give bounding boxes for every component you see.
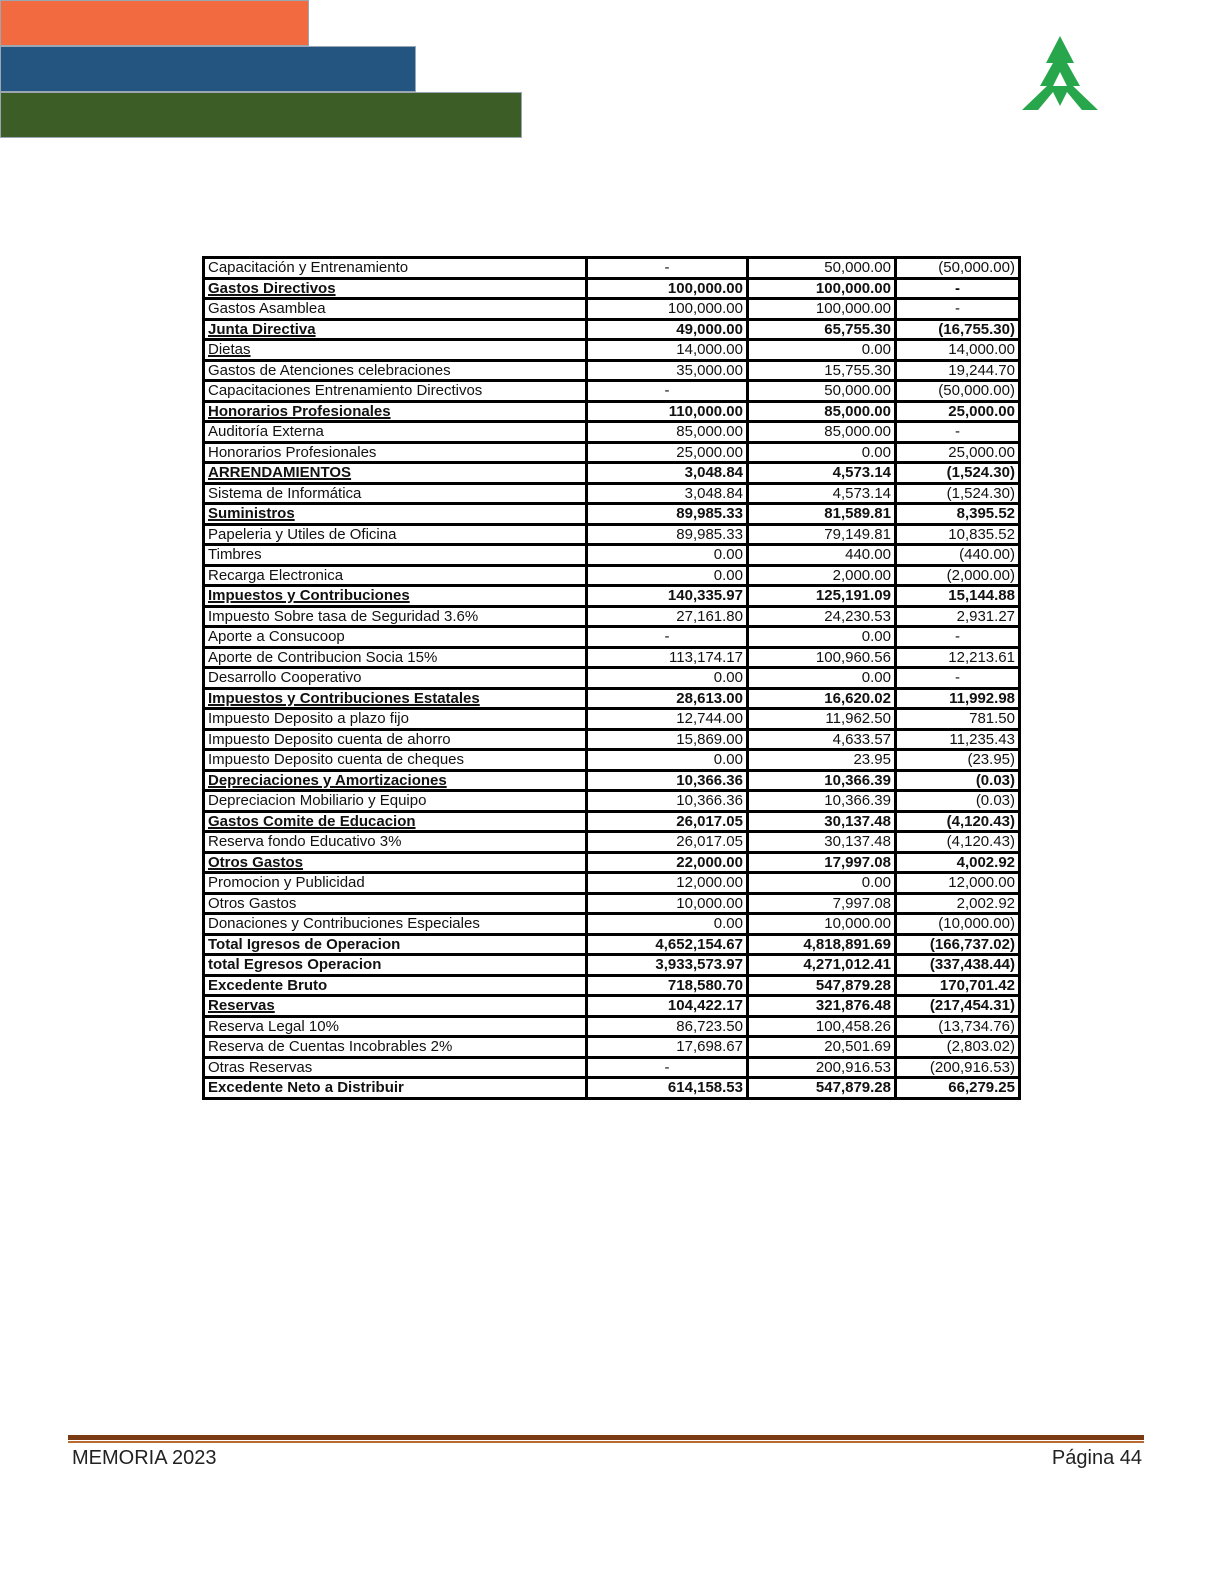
table-row <box>204 647 1020 668</box>
row-label: Otros Gastos <box>204 852 587 873</box>
table-row <box>204 893 1020 914</box>
table-row <box>204 401 1020 422</box>
row-value-col3: 25,000.00 <box>896 401 1020 422</box>
table-row <box>204 1037 1020 1058</box>
row-value-col2: 7,997.08 <box>748 893 896 914</box>
table-row <box>204 688 1020 709</box>
row-value-col1: 22,000.00 <box>587 852 748 873</box>
row-label: Auditoría Externa <box>204 422 587 443</box>
row-label: Excedente Bruto <box>204 975 587 996</box>
row-value-col1: 0.00 <box>587 668 748 689</box>
table-row <box>204 463 1020 484</box>
table-row <box>204 565 1020 586</box>
header-band-orange <box>0 0 309 46</box>
row-value-col2: 15,755.30 <box>748 360 896 381</box>
row-value-col1: 25,000.00 <box>587 442 748 463</box>
row-value-col3: 19,244.70 <box>896 360 1020 381</box>
row-value-col1: 0.00 <box>587 750 748 771</box>
row-value-col2: 4,818,891.69 <box>748 934 896 955</box>
row-value-col1: 0.00 <box>587 565 748 586</box>
row-value-col1: 14,000.00 <box>587 340 748 361</box>
row-label: Gastos Directivos <box>204 278 587 299</box>
row-label: Timbres <box>204 545 587 566</box>
row-value-col2: 17,997.08 <box>748 852 896 873</box>
row-label: Donaciones y Contribuciones Especiales <box>204 914 587 935</box>
table-row <box>204 586 1020 607</box>
row-label: Junta Directiva <box>204 319 587 340</box>
row-value-col1: - <box>587 1057 748 1078</box>
row-value-col3: - <box>896 668 1020 689</box>
row-label: Impuestos y Contribuciones Estatales <box>204 688 587 709</box>
row-value-col2: 100,458.26 <box>748 1016 896 1037</box>
row-value-col1: 17,698.67 <box>587 1037 748 1058</box>
row-label: Capacitaciones Entrenamiento Directivos <box>204 381 587 402</box>
row-label: Capacitación y Entrenamiento <box>204 258 587 279</box>
row-label: Impuestos y Contribuciones <box>204 586 587 607</box>
row-value-col1: 113,174.17 <box>587 647 748 668</box>
row-value-col3: 14,000.00 <box>896 340 1020 361</box>
row-value-col1: 49,000.00 <box>587 319 748 340</box>
row-value-col2: 81,589.81 <box>748 504 896 525</box>
table-row <box>204 606 1020 627</box>
row-value-col2: 321,876.48 <box>748 996 896 1017</box>
row-value-col1: 718,580.70 <box>587 975 748 996</box>
row-value-col3: - <box>896 299 1020 320</box>
table-row <box>204 422 1020 443</box>
footer-title: MEMORIA 2023 <box>72 1447 217 1469</box>
row-label: Aporte de Contribucion Socia 15% <box>204 647 587 668</box>
row-value-col1: 100,000.00 <box>587 278 748 299</box>
row-value-col1: 0.00 <box>587 914 748 935</box>
row-value-col2: 23.95 <box>748 750 896 771</box>
row-value-col2: 10,366.39 <box>748 791 896 812</box>
row-value-col2: 547,879.28 <box>748 1078 896 1099</box>
row-label: Honorarios Profesionales <box>204 401 587 422</box>
row-value-col3: (2,000.00) <box>896 565 1020 586</box>
row-value-col3: (440.00) <box>896 545 1020 566</box>
table-row <box>204 750 1020 771</box>
row-value-col1: 26,017.05 <box>587 832 748 853</box>
row-value-col3: 12,000.00 <box>896 873 1020 894</box>
row-label: Aporte a Consucoop <box>204 627 587 648</box>
row-value-col3: (0.03) <box>896 770 1020 791</box>
row-value-col1: 100,000.00 <box>587 299 748 320</box>
row-label: Dietas <box>204 340 587 361</box>
table-row <box>204 934 1020 955</box>
row-value-col1: 10,366.36 <box>587 791 748 812</box>
table-row <box>204 627 1020 648</box>
row-value-col3: 11,992.98 <box>896 688 1020 709</box>
row-value-col2: 30,137.48 <box>748 811 896 832</box>
row-value-col2: 0.00 <box>748 627 896 648</box>
row-value-col2: 0.00 <box>748 340 896 361</box>
row-value-col1: 12,000.00 <box>587 873 748 894</box>
row-value-col3: (10,000.00) <box>896 914 1020 935</box>
row-value-col3: 4,002.92 <box>896 852 1020 873</box>
row-value-col2: 16,620.02 <box>748 688 896 709</box>
table-row <box>204 524 1020 545</box>
table-row <box>204 381 1020 402</box>
header-band-blue <box>0 46 416 92</box>
row-value-col3: (1,524.30) <box>896 483 1020 504</box>
row-value-col3: - <box>896 278 1020 299</box>
footer-rule-thin <box>68 1441 1144 1443</box>
table-row <box>204 504 1020 525</box>
row-value-col1: 10,366.36 <box>587 770 748 791</box>
row-value-col2: 200,916.53 <box>748 1057 896 1078</box>
table-row <box>204 319 1020 340</box>
table-row <box>204 278 1020 299</box>
row-value-col3: - <box>896 422 1020 443</box>
table-row <box>204 1078 1020 1099</box>
row-value-col2: 50,000.00 <box>748 381 896 402</box>
row-value-col3: 15,144.88 <box>896 586 1020 607</box>
row-value-col1: 12,744.00 <box>587 709 748 730</box>
row-value-col2: 0.00 <box>748 873 896 894</box>
row-value-col3: (4,120.43) <box>896 811 1020 832</box>
row-value-col3: 2,002.92 <box>896 893 1020 914</box>
table-row <box>204 545 1020 566</box>
row-value-col1: 89,985.33 <box>587 504 748 525</box>
row-value-col2: 24,230.53 <box>748 606 896 627</box>
row-value-col1: 3,048.84 <box>587 463 748 484</box>
row-value-col1: 110,000.00 <box>587 401 748 422</box>
row-value-col1: 4,652,154.67 <box>587 934 748 955</box>
row-value-col2: 125,191.09 <box>748 586 896 607</box>
row-value-col3: (50,000.00) <box>896 258 1020 279</box>
row-value-col1: 3,048.84 <box>587 483 748 504</box>
row-label: Desarrollo Cooperativo <box>204 668 587 689</box>
row-value-col2: 100,960.56 <box>748 647 896 668</box>
row-value-col2: 0.00 <box>748 442 896 463</box>
row-value-col2: 2,000.00 <box>748 565 896 586</box>
table-row <box>204 955 1020 976</box>
row-value-col1: 26,017.05 <box>587 811 748 832</box>
row-label: Sistema de Informática <box>204 483 587 504</box>
row-value-col2: 0.00 <box>748 668 896 689</box>
row-value-col1: 89,985.33 <box>587 524 748 545</box>
table-row <box>204 360 1020 381</box>
row-label: Reserva fondo Educativo 3% <box>204 832 587 853</box>
row-value-col3: 781.50 <box>896 709 1020 730</box>
row-value-col1: - <box>587 627 748 648</box>
row-label: Reservas <box>204 996 587 1017</box>
row-value-col3: (166,737.02) <box>896 934 1020 955</box>
row-value-col3: 25,000.00 <box>896 442 1020 463</box>
table-row <box>204 442 1020 463</box>
row-value-col3: - <box>896 627 1020 648</box>
table-row <box>204 1057 1020 1078</box>
row-value-col1: 104,422.17 <box>587 996 748 1017</box>
financial-table <box>202 256 1021 1100</box>
table-row <box>204 709 1020 730</box>
table-row <box>204 1016 1020 1037</box>
row-value-col3: 8,395.52 <box>896 504 1020 525</box>
table-row <box>204 668 1020 689</box>
row-value-col3: 170,701.42 <box>896 975 1020 996</box>
row-label: Excedente Neto a Distribuir <box>204 1078 587 1099</box>
row-value-col3: (23.95) <box>896 750 1020 771</box>
row-label: Suministros <box>204 504 587 525</box>
row-value-col3: (50,000.00) <box>896 381 1020 402</box>
row-label: Honorarios Profesionales <box>204 442 587 463</box>
row-value-col2: 30,137.48 <box>748 832 896 853</box>
row-value-col2: 547,879.28 <box>748 975 896 996</box>
row-value-col2: 85,000.00 <box>748 422 896 443</box>
row-value-col1: - <box>587 381 748 402</box>
row-value-col2: 20,501.69 <box>748 1037 896 1058</box>
row-value-col1: 15,869.00 <box>587 729 748 750</box>
row-label: Depreciaciones y Amortizaciones <box>204 770 587 791</box>
row-value-col2: 79,149.81 <box>748 524 896 545</box>
row-value-col1: 27,161.80 <box>587 606 748 627</box>
header-band-green <box>0 92 522 138</box>
row-label: Reserva de Cuentas Incobrables 2% <box>204 1037 587 1058</box>
row-value-col3: (200,916.53) <box>896 1057 1020 1078</box>
table-row <box>204 299 1020 320</box>
row-value-col1: 10,000.00 <box>587 893 748 914</box>
row-value-col1: 140,335.97 <box>587 586 748 607</box>
row-value-col3: (1,524.30) <box>896 463 1020 484</box>
row-label: Gastos Comite de Educacion <box>204 811 587 832</box>
table-row <box>204 975 1020 996</box>
row-value-col2: 440.00 <box>748 545 896 566</box>
row-value-col1: 35,000.00 <box>587 360 748 381</box>
table-row <box>204 258 1020 279</box>
row-value-col3: 12,213.61 <box>896 647 1020 668</box>
row-label: Depreciacion Mobiliario y Equipo <box>204 791 587 812</box>
row-value-col3: (0.03) <box>896 791 1020 812</box>
row-label: Reserva Legal 10% <box>204 1016 587 1037</box>
row-label: Total Igresos de Operacion <box>204 934 587 955</box>
row-label: Gastos de Atenciones celebraciones <box>204 360 587 381</box>
tree-a-logo-icon <box>1020 36 1100 110</box>
row-label: Impuesto Sobre tasa de Seguridad 3.6% <box>204 606 587 627</box>
row-value-col3: (4,120.43) <box>896 832 1020 853</box>
table-row <box>204 832 1020 853</box>
row-label: Otros Gastos <box>204 893 587 914</box>
row-value-col1: 28,613.00 <box>587 688 748 709</box>
row-label: Impuesto Deposito a plazo fijo <box>204 709 587 730</box>
row-value-col1: 0.00 <box>587 545 748 566</box>
row-label: Gastos Asamblea <box>204 299 587 320</box>
row-value-col2: 10,366.39 <box>748 770 896 791</box>
row-value-col3: (16,755.30) <box>896 319 1020 340</box>
row-value-col3: 2,931.27 <box>896 606 1020 627</box>
row-value-col2: 100,000.00 <box>748 278 896 299</box>
row-label: Impuesto Deposito cuenta de cheques <box>204 750 587 771</box>
table-row <box>204 811 1020 832</box>
row-value-col2: 10,000.00 <box>748 914 896 935</box>
footer-rule <box>68 1435 1144 1440</box>
row-value-col1: 3,933,573.97 <box>587 955 748 976</box>
row-value-col1: 614,158.53 <box>587 1078 748 1099</box>
row-value-col2: 4,573.14 <box>748 483 896 504</box>
table-row <box>204 914 1020 935</box>
row-value-col2: 4,271,012.41 <box>748 955 896 976</box>
row-label: Impuesto Deposito cuenta de ahorro <box>204 729 587 750</box>
row-value-col3: (217,454.31) <box>896 996 1020 1017</box>
row-value-col2: 11,962.50 <box>748 709 896 730</box>
row-value-col2: 85,000.00 <box>748 401 896 422</box>
table-row <box>204 791 1020 812</box>
table-row <box>204 729 1020 750</box>
row-value-col3: (337,438.44) <box>896 955 1020 976</box>
table-row <box>204 340 1020 361</box>
table-row <box>204 873 1020 894</box>
table-row <box>204 770 1020 791</box>
row-value-col2: 65,755.30 <box>748 319 896 340</box>
row-label: Recarga Electronica <box>204 565 587 586</box>
row-value-col3: (2,803.02) <box>896 1037 1020 1058</box>
row-value-col1: 86,723.50 <box>587 1016 748 1037</box>
row-label: Otras Reservas <box>204 1057 587 1078</box>
row-value-col2: 4,573.14 <box>748 463 896 484</box>
row-value-col3: 66,279.25 <box>896 1078 1020 1099</box>
row-value-col3: 11,235.43 <box>896 729 1020 750</box>
table-row <box>204 852 1020 873</box>
table-row <box>204 996 1020 1017</box>
row-label: total Egresos Operacion <box>204 955 587 976</box>
row-value-col2: 4,633.57 <box>748 729 896 750</box>
row-value-col3: 10,835.52 <box>896 524 1020 545</box>
row-value-col2: 50,000.00 <box>748 258 896 279</box>
row-value-col1: 85,000.00 <box>587 422 748 443</box>
row-label: Promocion y Publicidad <box>204 873 587 894</box>
page-number: Página 44 <box>1051 1447 1142 1469</box>
row-value-col1: - <box>587 258 748 279</box>
row-label: Papeleria y Utiles de Oficina <box>204 524 587 545</box>
row-value-col2: 100,000.00 <box>748 299 896 320</box>
row-label: ARRENDAMIENTOS <box>204 463 587 484</box>
row-value-col3: (13,734.76) <box>896 1016 1020 1037</box>
table-row <box>204 483 1020 504</box>
